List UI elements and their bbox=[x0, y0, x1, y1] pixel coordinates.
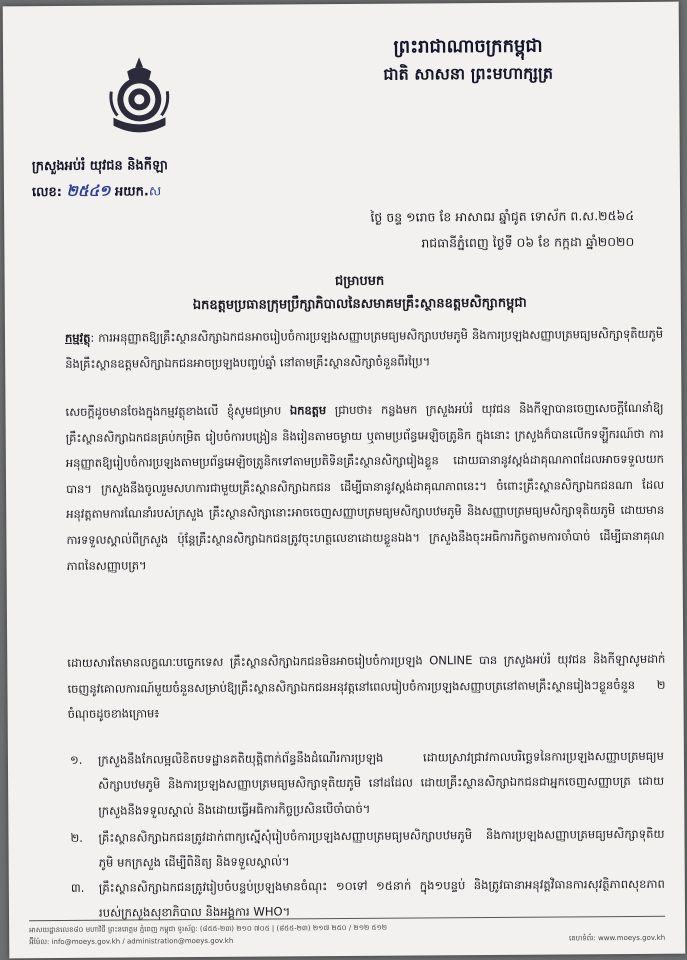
kingdom-title: ព្រះរាជាណាចក្រកម្ពុជា bbox=[393, 35, 543, 58]
para1-bold: ឯកឧត្តម bbox=[289, 403, 327, 418]
letter-page bbox=[3, 2, 686, 959]
list-item-text: គ្រឹះស្ថានសិក្សាឯកជនត្រូវរៀបចំបន្ទប់ប្រឡងមានចំណុះ ១០ទៅ ១៥នាក់ ក្នុង១បន្ទប់ និងត្រូវធានាអនុវត្តវិធានការសុវត្ថិភាពសុខភាពរបស់ក្រសួងសុខាភិបាល និងអង្គការ WHO។ bbox=[98, 876, 665, 921]
national-motto: ជាតិ សាសនា ព្រះមហាក្សត្រ bbox=[383, 63, 554, 84]
footer-address: អាសយដ្ឋានលេខ៨០ មហាវិថី ព្រះនរោត្តម ភ្នំពេញ កម្ពុជា ទូរស័ព្ទ: (៨៥៥-២៣) ២១០ ៧០៥ | (៨៥៥-២៣) ២១៧ ២៥០ / ២១២ ៥១២ bbox=[29, 923, 388, 935]
para1-after: ជ្រាបថា៖ កន្លងមក ក្រសួងអប់រំ យុវជន និងកីឡាបានចេញសេចក្ដីណែនាំឱ្យគ្រឹះស្ថានសិក្សាឯកជនគ្រប់កម្រិត រៀបចំការបង្រៀន និងរៀនតាមចម្ងាយ ឬតាមប្រព័ន្ធអេឡិចត្រូនិក ក្នុងនោះ ក្រសួងក៏បានលើកទឡ្ហីករណ៍ថា ការអនុញ្ញាតឱ្យរៀបចំការប្រឡងតាមប្រព័ន្ធអេឡិចត្រូនិកទៅតាមប្រតិទិនគ្រឹះស្ថានសិក្សារៀងខ្លួន ដោយធានានូវស្តង់ដាគុណភាពដែលអាចទទួលយកបាន។ ក្រសួងនឹងចូលរួមសហការជាមួយគ្រឹះស្ថានសិក្សាឯកជន ដើម្បីធានានូវស្តង់ដាគុណភាពនេះ។ ចំពោះគ្រឹះស្ថានសិក្សាឯកជនណា ដែលអនុវត្តតាមការណែនាំរបស់ក្រសួង គ្រឹះស្ថានសិក្សានោះអាចចេញសញ្ញាបត្រមធ្យមសិក្សាបឋមភូមិ និងសញ្ញាបត្រមធ្យមសិក្សាទុតិយភូមិ ដោយមានការទទួលស្គាល់ពីក្រសួង ប៉ុន្តែគ្រឹះស្ថានសិក្សាឯកជនត្រូវចុះហត្ថលេខាដោយខ្លួនឯង។ ក្រសួងនឹងចុះអធិការកិច្ចតាមការចាំបាច់ ដើម្បីធានាគុណភាពនៃសញ្ញាបត្រ។ bbox=[65, 400, 665, 573]
page-footer bbox=[29, 916, 665, 948]
body-paragraph-2: ដោយសារតែមានលក្ខណៈបច្ចេកទេស គ្រឹះស្ថានសិក្សាឯកជនមិនអាចរៀបចំការប្រឡង ONLINE បាន ក្រសួងអប់រំ យុវជន និងកីឡាសូមដាក់ចេញនូវគោលការណ៍មួយចំនួនសម្រាប់ឱ្យគ្រឹះស្ថានសិក្សាឯកជនអនុវត្តនៅពេលរៀបចំការប្រឡងសញ្ញាបត្រនៅតាមគ្រឹះស្ថានរៀងៗខ្លួនចំនួន ២ ចំណុចដូចខាងក្រោម៖ bbox=[67, 651, 666, 722]
recipient-title: ឯកឧត្តមប្រធានក្រុមប្រឹក្សាភិបាលនៃសមាគមគ្រឹះស្ថានឧត្តមសិក្សាកម្ពុជា bbox=[192, 295, 527, 314]
list-item bbox=[69, 744, 665, 824]
list-item-number: ១. bbox=[69, 752, 83, 767]
reference-handwritten-number: ២៥៤១ bbox=[66, 181, 111, 200]
list-item-number: ២. bbox=[70, 830, 84, 845]
reference-suffix: អយក. bbox=[114, 184, 149, 200]
footer-email: អ៊ីម៉ែល: info@moeys.gov.kh / administration@moeys.gov.kh bbox=[29, 936, 234, 947]
para1-before: សេចក្ដីដូចមានចែងក្នុងកម្មវត្ថុខាងលើ ខ្ញុំសូមជម្រាប bbox=[65, 403, 282, 419]
body-paragraph-1 bbox=[65, 396, 664, 579]
ministry-name: ក្រសួងអប់រំ យុវជន និងកីឡា bbox=[31, 158, 168, 175]
footer-website: គេហទំព័រ: www.moeys.gov.kh bbox=[568, 933, 666, 943]
recipient-block bbox=[65, 268, 655, 318]
reference-suffix-handwritten: ស bbox=[148, 184, 162, 200]
lunar-date: ថ្ងៃ ចន្ទ ១រោច ខែ អាសាឍ ឆ្នាំជូត ទោស័ក ព.ស.២៥៦៤ bbox=[370, 207, 635, 225]
subject-text: : ការអនុញ្ញាតឱ្យគ្រឹះស្ថានសិក្សាឯកជនអាចរៀបចំការប្រឡងសញ្ញាបត្រមធ្យមសិក្សាបឋមភូមិ និងការប្រឡងសញ្ញាបត្រមធ្យមសិក្សាទុតិយភូមិ និងគ្រឹះស្ថានឧត្តមសិក្សាឯកជនអាចប្រឡងបញ្ចប់ឆ្នាំ នៅតាមគ្រឹះស្ថានសិក្សាចំនួនពីរប្រៃ។ bbox=[65, 326, 664, 371]
list-item-text: គ្រឹះស្ថានសិក្សាឯកជនត្រូវដាក់ពាក្យស្នើសុំរៀបចំការប្រឡងសញ្ញាបត្រមធ្យមសិក្សាបឋមភូមិ និងការប្រឡងសញ្ញាបត្រមធ្យមសិក្សាទុតិយភូមិ មកក្រសួង ដើម្បីពិនិត្យ និងទទួលស្គាល់។ bbox=[98, 826, 665, 871]
solar-date: រាជធានីភ្នំពេញ ថ្ងៃទី ០៦ ខែ កក្កដា ឆ្នាំ២០២០ bbox=[421, 233, 635, 251]
reference-label: លេខ: bbox=[31, 184, 63, 201]
recipient-greeting: ជម្រាបមក bbox=[334, 273, 385, 290]
letterhead bbox=[303, 32, 633, 88]
list-item bbox=[70, 822, 665, 877]
subject-paragraph bbox=[65, 322, 663, 377]
list-item-number: ៣. bbox=[70, 880, 85, 895]
ministry-crest-icon bbox=[107, 57, 172, 141]
reference-number bbox=[32, 181, 161, 204]
subject-label: កម្មវត្ថុ bbox=[64, 330, 91, 345]
list-item-text: ក្រសួងនឹងកែលម្អលិខិតបទដ្ឋានគតិយុត្តិពាក់ព័ន្ធនឹងដំណើរការប្រឡង ដោយស្រាវជ្រាវកាលបរិច្ឆេទនៃការប្រឡងសញ្ញាបត្រមធ្យមសិក្សាបឋមភូមិ និងការប្រឡងសញ្ញាបត្រមធ្យមសិក្សាទុតិយភូមិ នៅដដែល ដោយគ្រឹះស្ថានសិក្សាឯកជនជាអ្នកចេញសញ្ញាបត្រ ដោយក្រសួងនឹងទទួលស្គាល់ និងដោយធ្វើអធិការកិច្ចប្រសិនបើចាំបាច់។ bbox=[97, 748, 665, 818]
